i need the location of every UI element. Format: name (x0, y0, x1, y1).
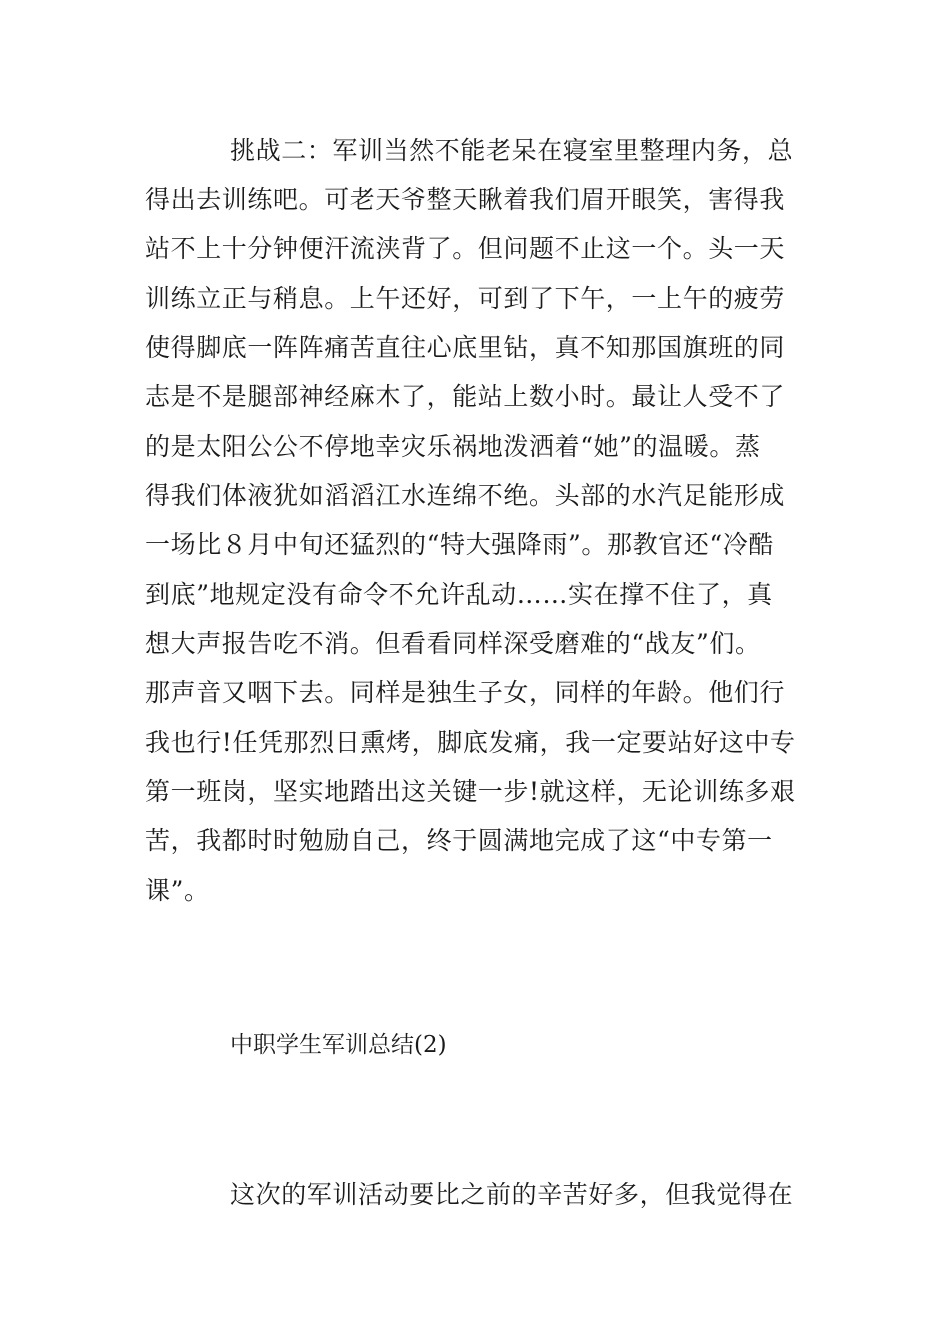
paragraph-line: 挑战二：军训当然不能老呆在寝室里整理内务，总 (230, 136, 794, 165)
paragraph-line: 得出去训练吧。可老天爷整天瞅着我们眉开眼笑，害得我 (145, 185, 786, 214)
paragraph-line: 一场比８月中旬还猛烈的“特大强降雨”。那教官还“冷酷 (145, 530, 774, 559)
paragraph-line: 苦，我都时时勉励自己，终于圆满地完成了这“中专第一 (145, 826, 773, 855)
paragraph-line: 训练立正与稍息。上午还好，可到了下午，一上午的疲劳 (145, 284, 786, 313)
section-heading: 中职学生军训总结(2) (230, 1032, 447, 1058)
paragraph-line: 到底”地规定没有命令不允许乱动……实在撑不住了，真 (145, 580, 773, 609)
paragraph-line: 那声音又咽下去。同样是独生子女，同样的年龄。他们行 (145, 678, 786, 707)
paragraph-line: 的是太阳公公不停地幸灾乐祸地泼洒着“她”的温暖。蒸 (145, 432, 761, 461)
paragraph-line: 站不上十分钟便汗流浃背了。但问题不止这一个。头一天 (145, 234, 786, 263)
paragraph-line: 使得脚底一阵阵痛苦直往心底里钻，真不知那国旗班的同 (145, 333, 786, 362)
paragraph-line: 得我们体液犹如滔滔江水连绵不绝。头部的水汽足能形成 (145, 481, 786, 510)
paragraph-line: 这次的军训活动要比之前的辛苦好多，但我觉得在 (230, 1180, 794, 1209)
paragraph-line: 志是不是腿部神经麻木了，能站上数小时。最让人受不了 (145, 382, 786, 411)
paragraph-line: 课”。 (145, 876, 210, 905)
paragraph-line: 我也行!任凭那烈日熏烤，脚底发痛，我一定要站好这中专 (145, 728, 796, 757)
paragraph-line: 想大声报告吃不消。但看看同样深受磨难的“战友”们。 (145, 629, 761, 658)
paragraph-line: 第一班岗，坚实地踏出这关键一步!就这样，无论训练多艰 (145, 777, 796, 806)
